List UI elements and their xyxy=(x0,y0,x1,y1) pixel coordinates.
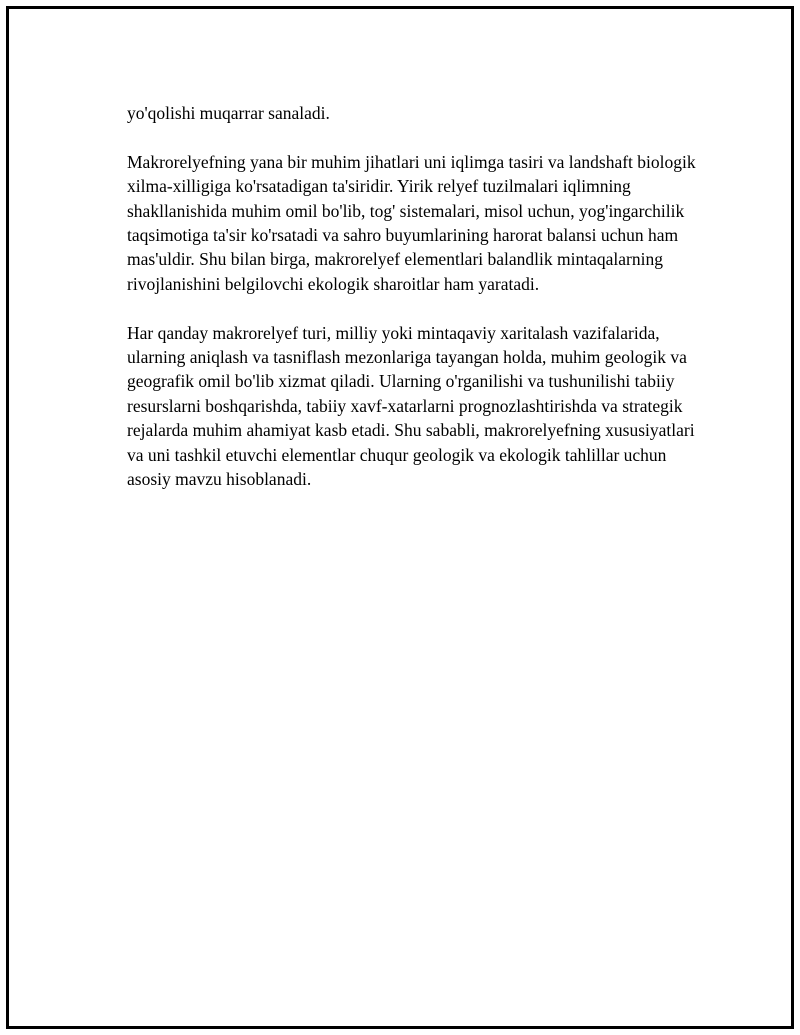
page-frame xyxy=(6,6,794,1029)
paragraph-1: yo'qolishi muqarrar sanaladi. xyxy=(127,103,330,123)
paragraph-3: Har qanday makrorelyef turi, milliy yoki mintaqaviy xaritalash vazifalarida, ularning aniqlash va tasniflash mezonlariga tayangan holda, muhim geologik va geografik omil bo'lib xizmat qiladi. Ularning o'rganilishi va tushunilishi tabiiy resurslarni boshqarishda, tabiiy xavf-xatarlarni prognozlashtirishda va strategik rejalarda muhim ahamiyat kasb etadi. Shu sababli, makrorelyefning xususiyatlari va uni tashkil etuvchi elementlar chuqur geologik va ekologik tahlillar uchun asosiy mavzu hisoblanadi. xyxy=(127,322,695,490)
document-body xyxy=(127,101,699,516)
paragraph-2: Makrorelyefning yana bir muhim jihatlari uni iqlimga tasiri va landshaft biologik xilma-xilligiga ko'rsatadigan ta'siridir. Yirik relyef tuzilmalari iqlimning shakllanishida muhim omil bo'lib, tog' sistemalari, misol uchun, yog'ingarchilik taqsimotiga ta'sir ko'rsatadi va sahro buyumlarining harorat balansi uchun ham mas'uldir. Shu bilan birga, makrorelyef elementlari balandlik mintaqalarning rivojlanishini belgilovchi ekologik sharoitlar ham yaratadi. xyxy=(127,151,696,294)
